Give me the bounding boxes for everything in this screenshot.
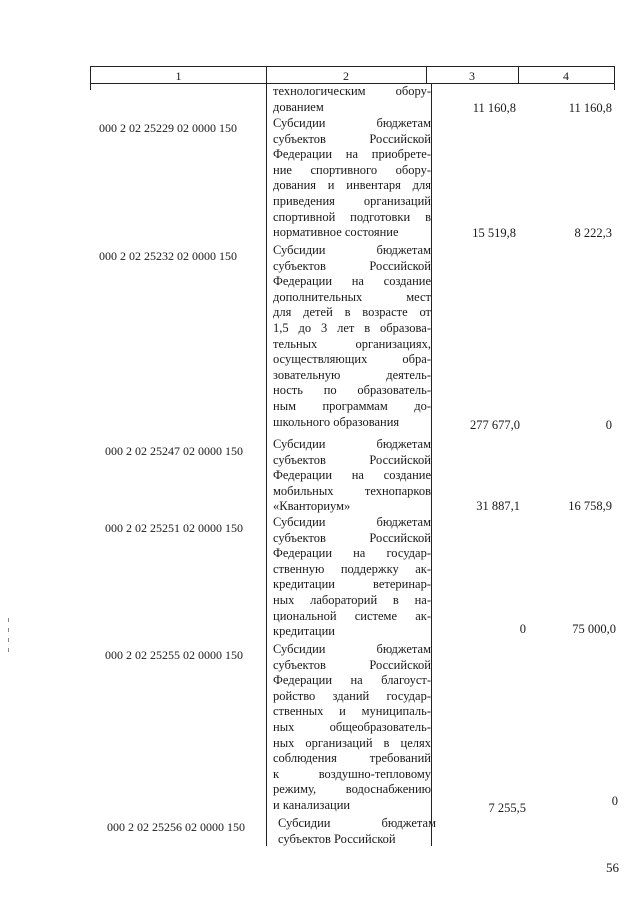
row-3-description: Субсидии бюджетам субъектов Российской Федерации на создание мобильных технопарков «Кванториум» [273, 437, 431, 514]
column-rule-1 [266, 84, 267, 846]
row-6-col3: 7 255,5 [488, 801, 526, 815]
margin-mark [8, 628, 9, 632]
row-6-col4: 0 [611, 794, 618, 808]
row-2-description: Субсидии бюджетам субъектов Российской Федерации на создание дополнительных мест для детей в возрасте от 1,5 до 3 лет в образова- тельных организациях, осуществляющих обра- зовательную деятель- ность по образователь- ным программам до- школьного образования [273, 243, 431, 429]
margin-mark [8, 648, 9, 652]
row-1-description: Субсидии бюджетам субъектов Российской Федерации на приобрете- ние спортивного обору- дования и инвентаря для приведения организаций спортивной подготовки в нормативное состояние [273, 116, 431, 240]
column-rule-2 [431, 84, 432, 846]
row-1-col3: 11 160,8 [472, 101, 516, 115]
header-cell-3: 3 [426, 66, 519, 84]
row-6-code: 000 2 02 25256 02 0000 150 [107, 820, 245, 834]
row-2-col3: 15 519,8 [472, 226, 516, 240]
row-4-code: 000 2 02 25251 02 0000 150 [105, 521, 243, 535]
header-cell-4: 4 [518, 66, 615, 84]
margin-mark [8, 618, 9, 622]
row-3-col3: 277 677,0 [470, 418, 520, 432]
continuation-text: технологическим обору- дованием [273, 84, 431, 114]
row-5-col3: 0 [519, 622, 526, 636]
column-rule-3 [614, 84, 615, 90]
row-3-col4: 0 [605, 418, 612, 432]
row-2-code: 000 2 02 25232 02 0000 150 [99, 249, 237, 263]
row-1-col4: 11 160,8 [568, 101, 612, 115]
row-5-col4: 75 000,0 [572, 622, 616, 636]
row-6-description: Субсидии бюджетам субъектов Российской [278, 816, 436, 846]
margin-mark [8, 638, 9, 642]
row-5-description: Субсидии бюджетам субъектов Российской Федерации на благоуст- ройство зданий государ- ственных и муниципаль- ных общеобразователь- ных организаций в целях соблюдения требований к воздушно-тепловому режиму, водоснабжению и канализации [273, 642, 431, 812]
header-cell-2: 2 [266, 66, 427, 84]
row-4-col4: 16 758,9 [568, 499, 612, 513]
row-1-code: 000 2 02 25229 02 0000 150 [99, 121, 237, 135]
header-cell-1: 1 [90, 66, 267, 84]
row-5-code: 000 2 02 25255 02 0000 150 [105, 648, 243, 662]
page-number: 56 [606, 860, 619, 875]
row-2-col4: 8 222,3 [574, 226, 612, 240]
row-3-code: 000 2 02 25247 02 0000 150 [105, 444, 243, 458]
column-rule-left [90, 84, 91, 90]
row-4-col3: 31 887,1 [476, 499, 520, 513]
row-4-description: Субсидии бюджетам субъектов Российской Федерации на государ- ственную поддержку ак- кредитации ветеринар- ных лабораторий в на- циональной системе ак- кредитации [273, 515, 431, 639]
